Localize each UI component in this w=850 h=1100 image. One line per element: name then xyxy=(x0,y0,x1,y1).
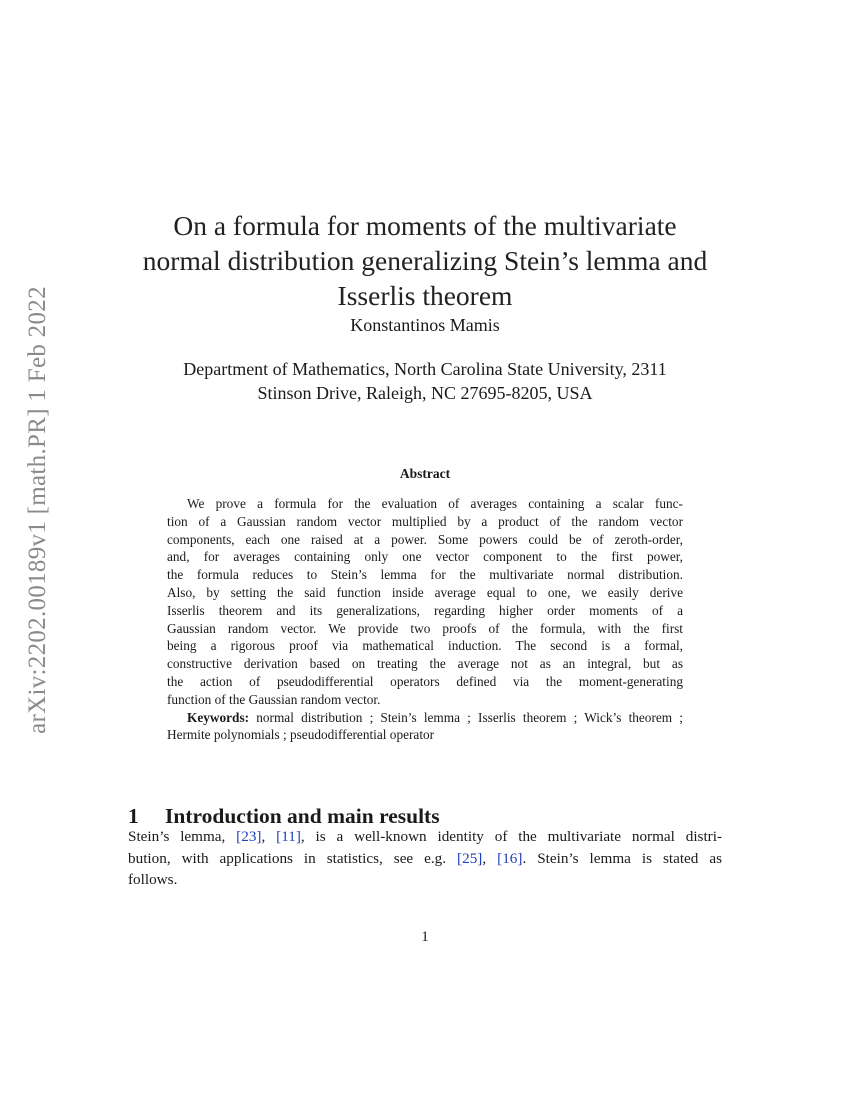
abstract-line: Isserlis theorem and its generalizations, regarding higher order moments of a xyxy=(167,602,683,618)
text-run: . Stein’s lemma is stated as xyxy=(522,849,722,867)
text-run: Stein’s lemma, xyxy=(128,828,237,845)
title-line: normal distribution generalizing Stein’s lemma and xyxy=(142,245,708,277)
abstract-line: the formula reduces to Stein’s lemma for the multivariate normal distribution. xyxy=(167,567,683,583)
keywords xyxy=(167,709,683,745)
affiliation-line: Department of Mathematics, North Carolina State University, 2311 xyxy=(183,359,667,379)
abstract-line: function of the Gaussian random vector. xyxy=(167,691,381,707)
paragraph-line xyxy=(128,826,722,848)
abstract-line: tion of a Gaussian random vector multiplied by a product of the random vector xyxy=(167,513,683,529)
citation-link[interactable]: [23] xyxy=(236,828,262,845)
abstract-line: components, each one raised at a power. Some powers could be of zeroth-order, xyxy=(167,531,683,547)
paper-title xyxy=(100,208,750,313)
abstract-body xyxy=(167,495,683,744)
text-run: , xyxy=(482,849,498,867)
text-run: , is a well-known identity of the multivariate normal distri- xyxy=(300,828,723,845)
abstract-line: We prove a formula for the evaluation of averages containing a scalar func- xyxy=(187,496,683,511)
text-run: bution, with applications in statistics, see e.g. xyxy=(128,849,458,867)
text-run: , xyxy=(261,828,277,845)
arxiv-identifier-stamp: arXiv:2202.00189v1 [math.PR] 1 Feb 2022 xyxy=(24,286,51,734)
abstract-line: Also, by setting the said function inside average equal to one, we easily derive xyxy=(167,584,683,600)
abstract-line: Gaussian random vector. We provide two proofs of the formula, with the first xyxy=(167,620,683,636)
abstract-line: constructive derivation based on treating the average not as an integral, but as xyxy=(167,656,683,672)
introduction-paragraph xyxy=(128,826,722,891)
citation-link[interactable]: [16] xyxy=(497,849,523,867)
section-number: 1 xyxy=(128,803,139,828)
author-name: Konstantinos Mamis xyxy=(350,315,500,335)
paragraph-line xyxy=(128,848,722,870)
abstract-heading: Abstract xyxy=(399,466,451,481)
abstract-line: being a rigorous proof via mathematical induction. The second is a formal, xyxy=(167,638,683,654)
keywords-label: Keywords: xyxy=(187,709,250,725)
title-line: On a formula for moments of the multivariate xyxy=(173,210,677,242)
title-line: Isserlis theorem xyxy=(337,280,513,312)
citation-link[interactable]: [25] xyxy=(457,849,483,867)
abstract-line: the action of pseudodifferential operators defined via the moment-generating xyxy=(167,673,683,689)
keywords-text: normal distribution ; Stein’s lemma ; Isserlis theorem ; Wick’s theorem ; Hermite polynomials ; pseudodifferential operator xyxy=(167,709,684,743)
affiliation-line: Stinson Drive, Raleigh, NC 27695-8205, USA xyxy=(257,383,593,403)
abstract-line: and, for averages containing only one vector component to the first power, xyxy=(167,549,683,565)
section-title: Introduction and main results xyxy=(165,803,440,828)
paragraph-line: follows. xyxy=(128,871,178,888)
citation-link[interactable]: [11] xyxy=(276,828,301,845)
page-number: 1 xyxy=(421,929,429,945)
author-affiliation xyxy=(100,357,750,405)
